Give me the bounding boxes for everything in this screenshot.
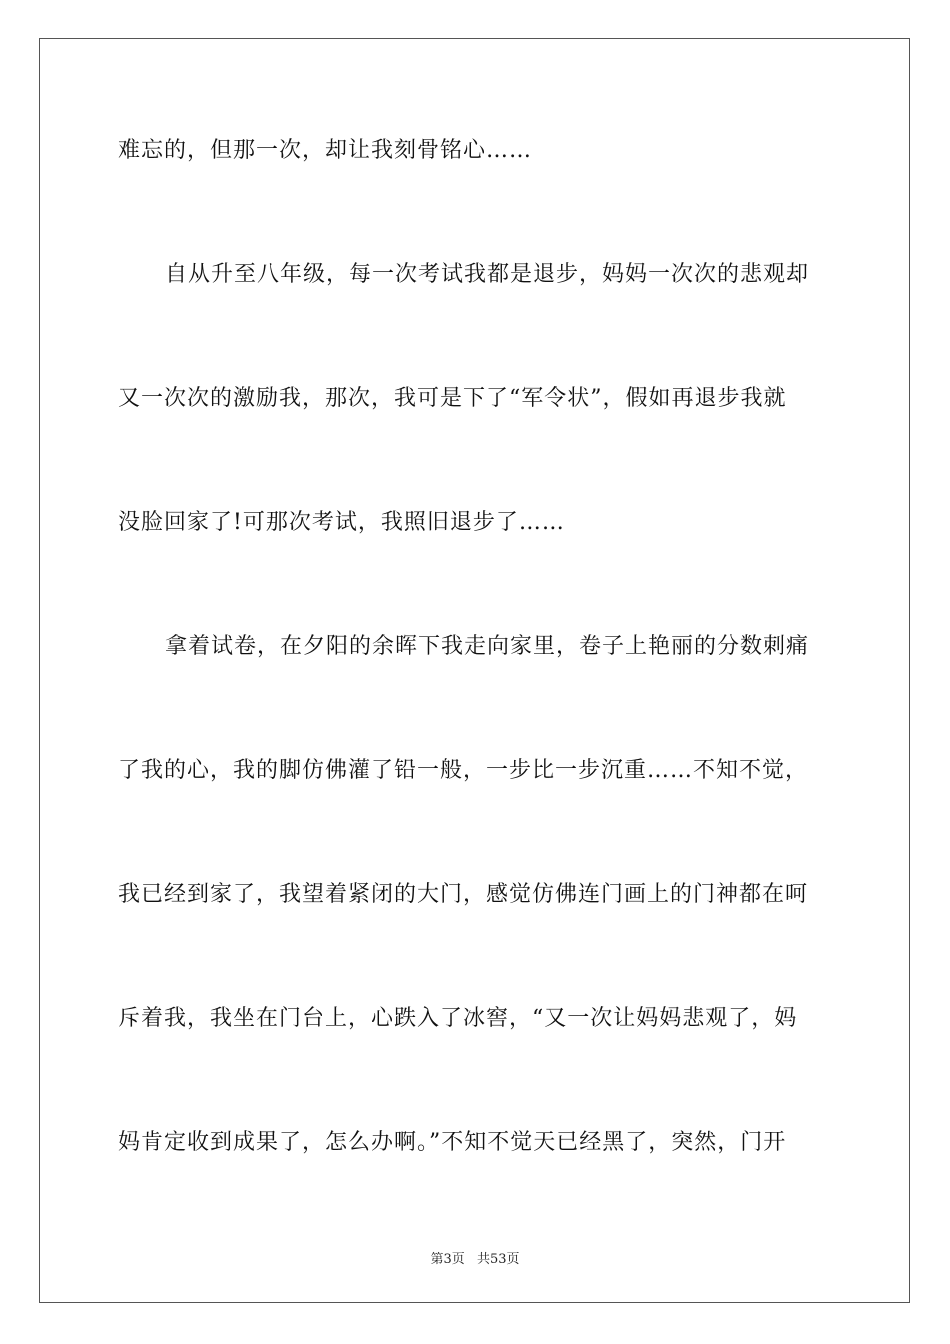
- text-line: 斥着我，我坐在门台上，心跌入了冰窖，“又一次让妈妈悲观了，妈: [118, 1006, 798, 1031]
- text-line: 难忘的，但那一次，却让我刻骨铭心……: [118, 138, 533, 163]
- paragraph-first-line: 拿着试卷，在夕阳的余晖下我走向家里，卷子上艳丽的分数刺痛: [165, 634, 810, 659]
- paragraph-first-line: 自从升至八年级，每一次考试我都是退步，妈妈一次次的悲观却: [165, 262, 810, 287]
- text-line: 了我的心，我的脚仿佛灌了铅一般，一步比一步沉重……不知不觉，: [118, 758, 809, 783]
- total-pages: 共53页: [476, 1252, 520, 1267]
- text-line: 我已经到家了，我望着紧闭的大门，感觉仿佛连门画上的门神都在呵: [118, 882, 809, 907]
- text-line: 没脸回家了!可那次考试，我照旧退步了……: [118, 510, 565, 535]
- page-footer: [0, 1248, 950, 1267]
- current-page-number: 第3页: [430, 1252, 465, 1267]
- page-frame: [39, 38, 910, 1303]
- text-line: 妈肯定收到成果了，怎么办啊。”不知不觉天已经黑了，突然，门开: [118, 1130, 787, 1155]
- text-line: 又一次次的激励我，那次，我可是下了“军令状”，假如再退步我就: [118, 386, 787, 411]
